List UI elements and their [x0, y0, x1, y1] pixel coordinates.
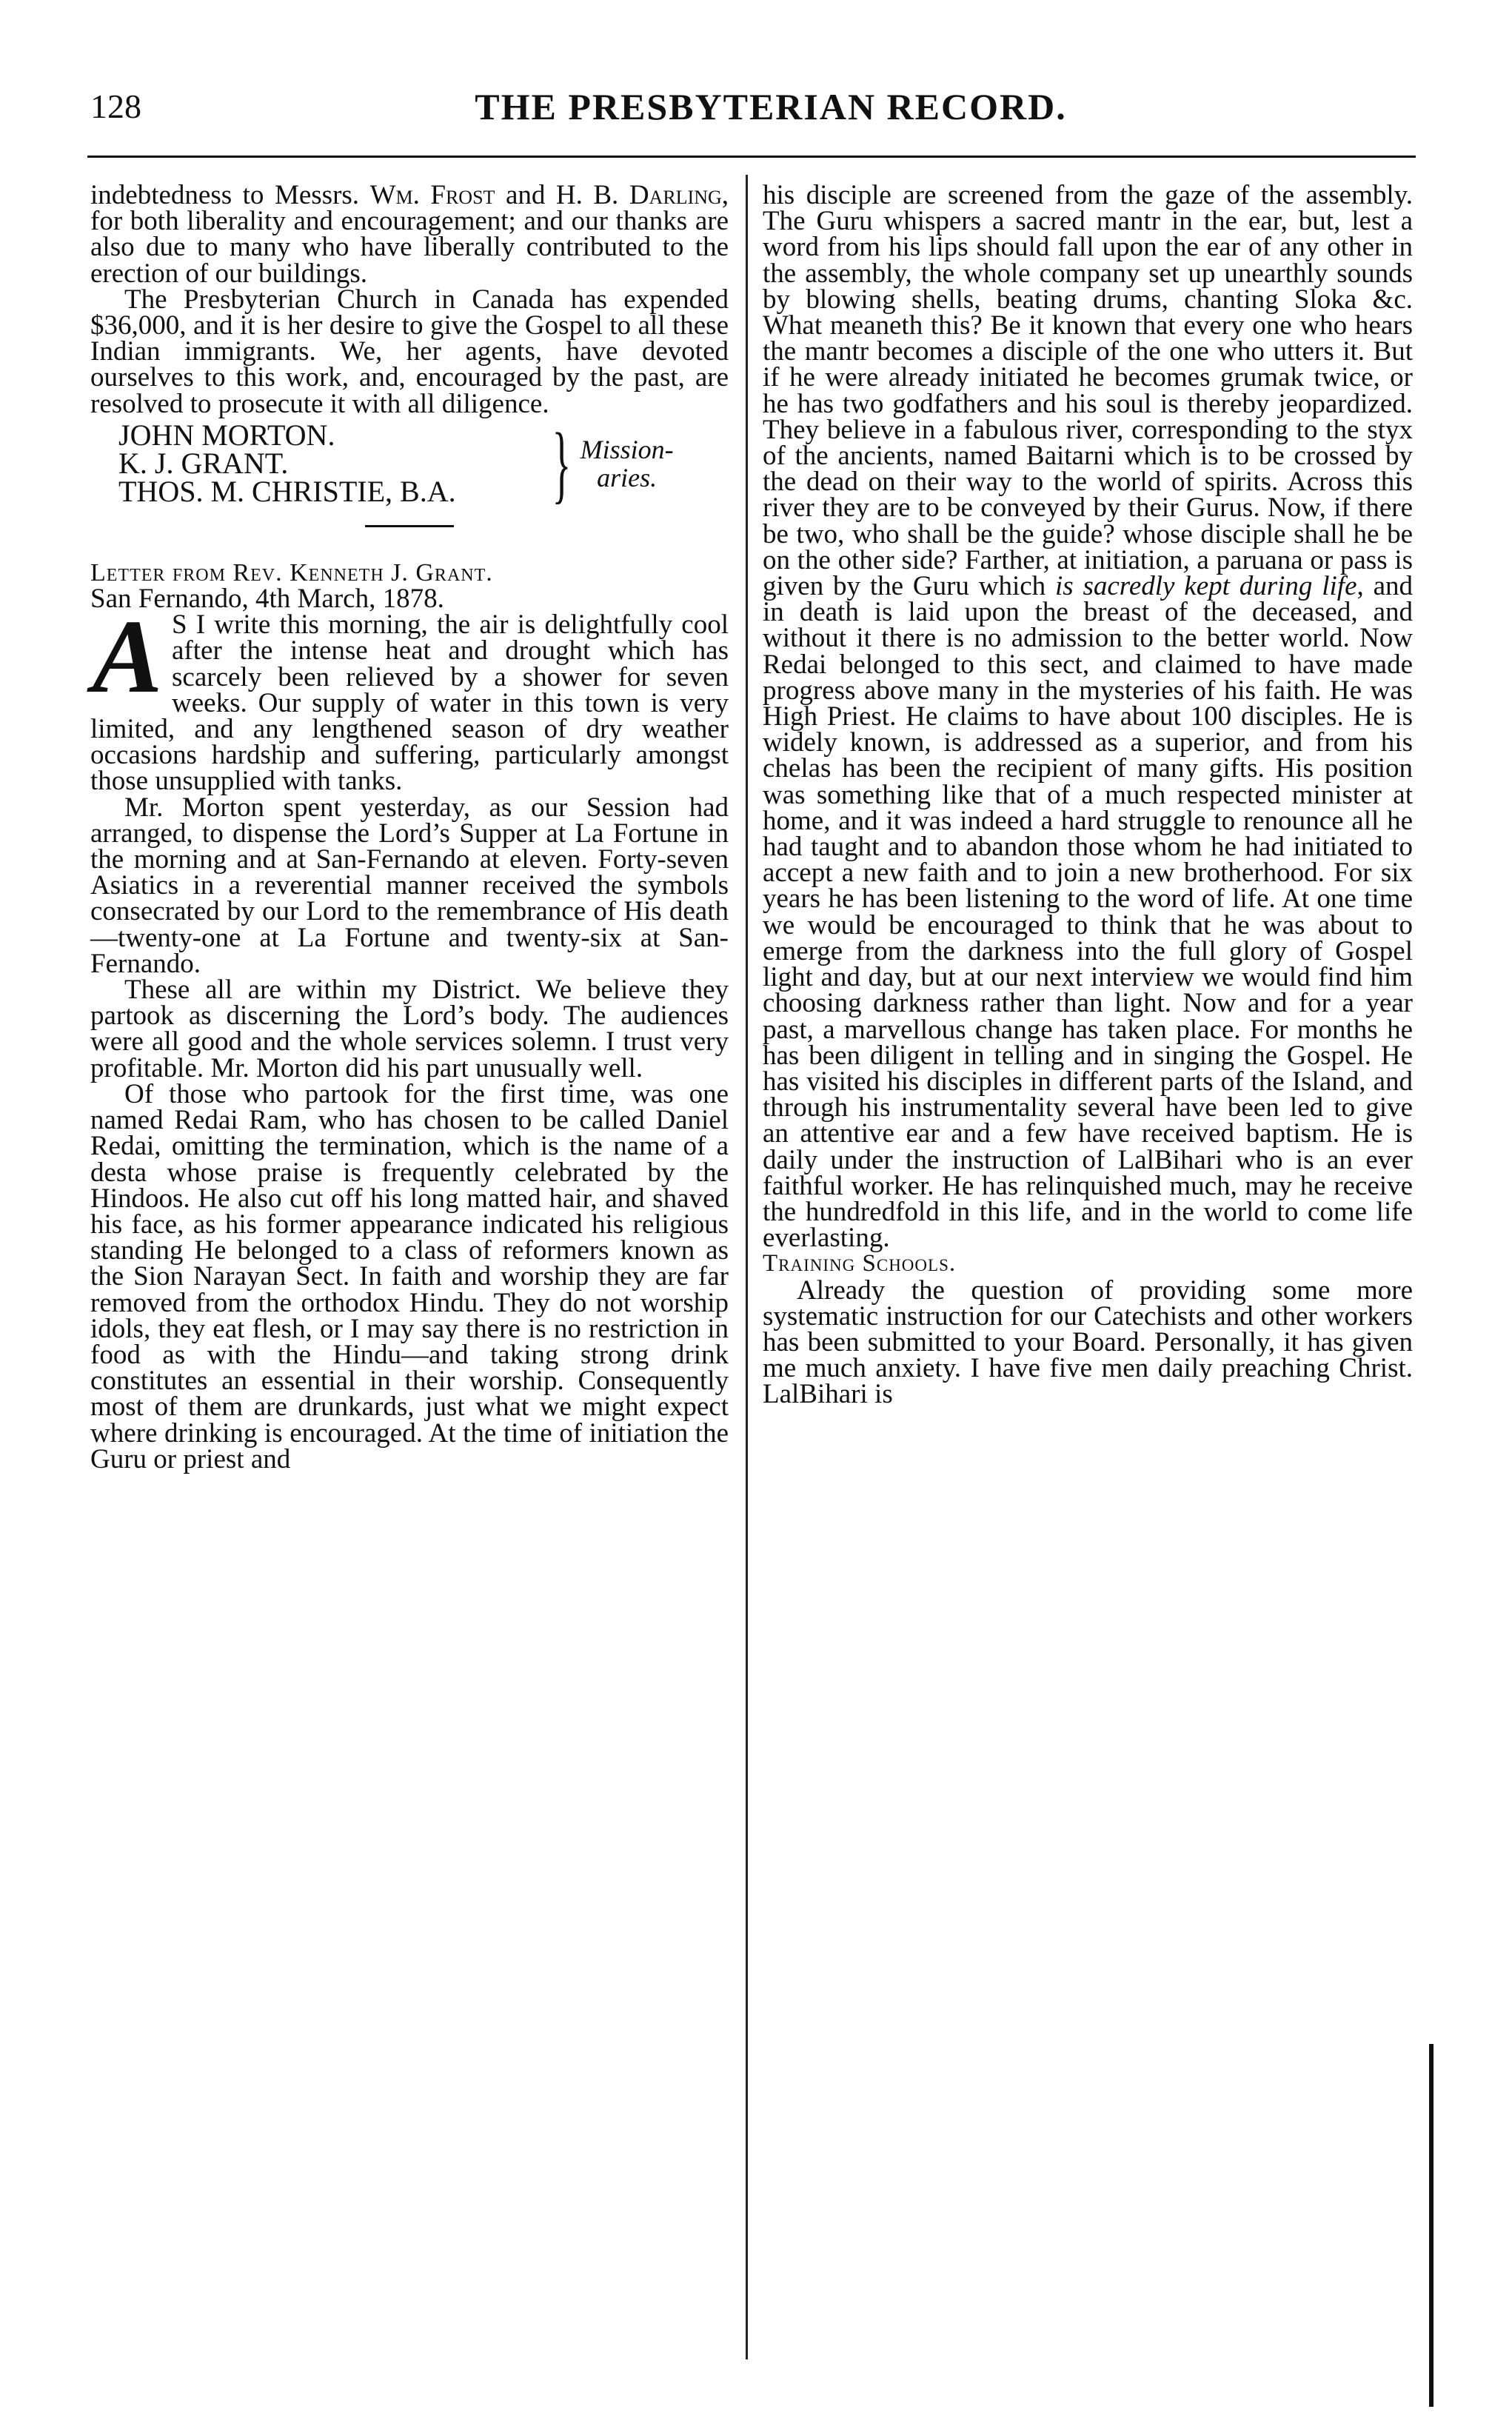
- paragraph: Already the question of providing some more systematic instruction for our Catechists and other workers has been submitted to your Board. Personally, it has given me much anxiety. I have five men daily preaching Christ. LalBihari is: [763, 1275, 1413, 1410]
- signature-name: THOS. M. CHRISTIE, B.A.: [118, 474, 456, 508]
- signature-role: [575, 435, 679, 492]
- text-run: indebtedness to Messrs.: [90, 180, 370, 210]
- person-name: Wm. Frost: [369, 180, 495, 210]
- paragraph-continued: [763, 180, 1413, 1254]
- brace-symbol: }: [552, 414, 572, 512]
- letter-heading: Letter from Rev. Kenneth J. Grant.: [90, 558, 493, 587]
- role-line: Mission-: [580, 434, 674, 464]
- drop-cap: A: [92, 598, 163, 715]
- text-run: , for both liberality and encouragement; and our thanks are also due to many who have liberally contributed to the erection of our buildings.: [90, 180, 729, 289]
- signature-names: [118, 418, 555, 508]
- column-divider: [746, 175, 748, 2359]
- right-column: [763, 182, 1413, 1408]
- italic-phrase: is sacredly kept during life: [1054, 571, 1357, 602]
- header-rule: [87, 156, 1416, 158]
- paragraph-continued: [90, 182, 729, 287]
- dateline: San Fernando, 4th March, 1878.: [90, 584, 444, 615]
- paragraph: These all are within my District. We believe they partook as discerning the Lord’s body. The audiences were all good and the whole services solemn. I trust very profitable. Mr. Morton did his part unusually well.: [90, 975, 729, 1083]
- text-run: his disciple are screened from the gaze of the assembly. The Guru whispers a sacred mantr in the ear, but, lest a word from his lips should fall upon the ear of any other in the assembly, the whole company set up unearthly sounds by blowing shells, beating drums, chanting Sloka &c. What meaneth this? Be it known that every one who hears the mantr becomes a disciple of the one who utters it. But if he were already initiated he becomes grumak twice, or he has two godfathers and his soul is thereby jeopardized. They believe in a fabulous river, corresponding to the styx of the ancients, named Baitarni which is to be crossed by the dead on their way to the world of spirits. Across this river they are to be conveyed by their Gurus. Now, if there be two, who shall be the guide? whose disciple shall he be on the other side? Farther, at initiation, a paruana or pass is given by the Guru which: [763, 180, 1413, 602]
- person-name: Darling: [629, 180, 722, 210]
- running-head-title: THE PRESBYTERIAN RECORD.: [475, 86, 1067, 127]
- signature-name: K. J. GRANT.: [118, 446, 289, 480]
- text-run: and H. B.: [495, 180, 629, 210]
- text-run: S I write this morning, the air is delightfully cool after the intense heat and drought which has scarcely been relieved by a shower for seven weeks. Our supply of water in this town is very limited, and any lengthened season of dry weather occasions hardship and suffering, particularly amongst those unsupplied with tanks.: [90, 609, 729, 797]
- signature-block: [118, 414, 729, 512]
- paragraph: Mr. Morton spent yesterday, as our Session had arranged, to dispense the Lord’s Supper at La Fortune in the morning and at San-Fernando at eleven. Forty-seven Asiatics in a reverential manner received the symbols consecrated by our Lord to the remembrance of His death—twenty-one at La Fortune and twenty-six at San-Fernando.: [90, 792, 729, 979]
- signature-name: JOHN MORTON.: [118, 418, 335, 452]
- section-heading: Training Schools.: [763, 1250, 957, 1277]
- role-line: aries.: [597, 462, 658, 492]
- paragraph: Of those who partook for the first time, was one named Redai Ram, who has chosen to be called Daniel Redai, omitting the termination, which is the name of a desta whose praise is frequently celebrated by the Hindoos. He also cut off his long matted hair, and shaved his face, as his former appearance indicated his religious standing He belonged to a class of reformers known as the Sion Narayan Sect. In faith and worship they are far removed from the orthodox Hindu. They do not worship idols, they eat flesh, or I may say there is no restriction in food as with the Hindu—and taking strong drink constitutes an essential in their worship. Consequently most of them are drunkards, just what we might expect where drinking is encouraged. At the time of initiation the Guru or priest and: [90, 1078, 729, 1474]
- page-edge-mark: [1429, 2044, 1434, 2407]
- left-column: [90, 182, 729, 1472]
- section-divider: [365, 525, 454, 527]
- text-run: , and in death is laid upon the breast of the deceased, and without it there is no admission to the better world. Now Redai belonged to this sect, and claimed to have made progress above many in the mysteries of his faith. He was High Priest. He claims to have about 100 disciples. He is widely known, is addressed as a superior, and from his chelas has been the recipient of many gifts. His position was something like that of a much respected minister at home, and it was indeed a hard struggle to renounce all he had taught and to abandon those whom he had initiated to accept a new faith and to join a new brotherhood. For six years he has been listening to the word of life. At one time we would be encouraged to think that he was about to emerge from the darkness into the full glory of Gospel light and day, but at our next interview we would find him choosing darkness rather than light. Now and for a year past, a marvellous change has taken place. For months he has been diligent in telling and in singing the Gospel. He has visited his disciples in different parts of the Island, and through his instrumentality several have been led to give an attentive ear and a few have received baptism. He is daily under the instruction of LalBihari who is an ever faithful worker. He has relinquished much, may he receive the hundredfold in this life, and in the world to come life everlasting.: [763, 571, 1413, 1254]
- page-number: 128: [90, 87, 141, 125]
- paragraph: The Presbyterian Church in Canada has expended $36,000, and it is her desire to give the Gospel to all these Indian immigrants. We, her agents, have devoted ourselves to this work, and, encouraged by the past, are resolved to prosecute it with all diligence.: [90, 284, 729, 419]
